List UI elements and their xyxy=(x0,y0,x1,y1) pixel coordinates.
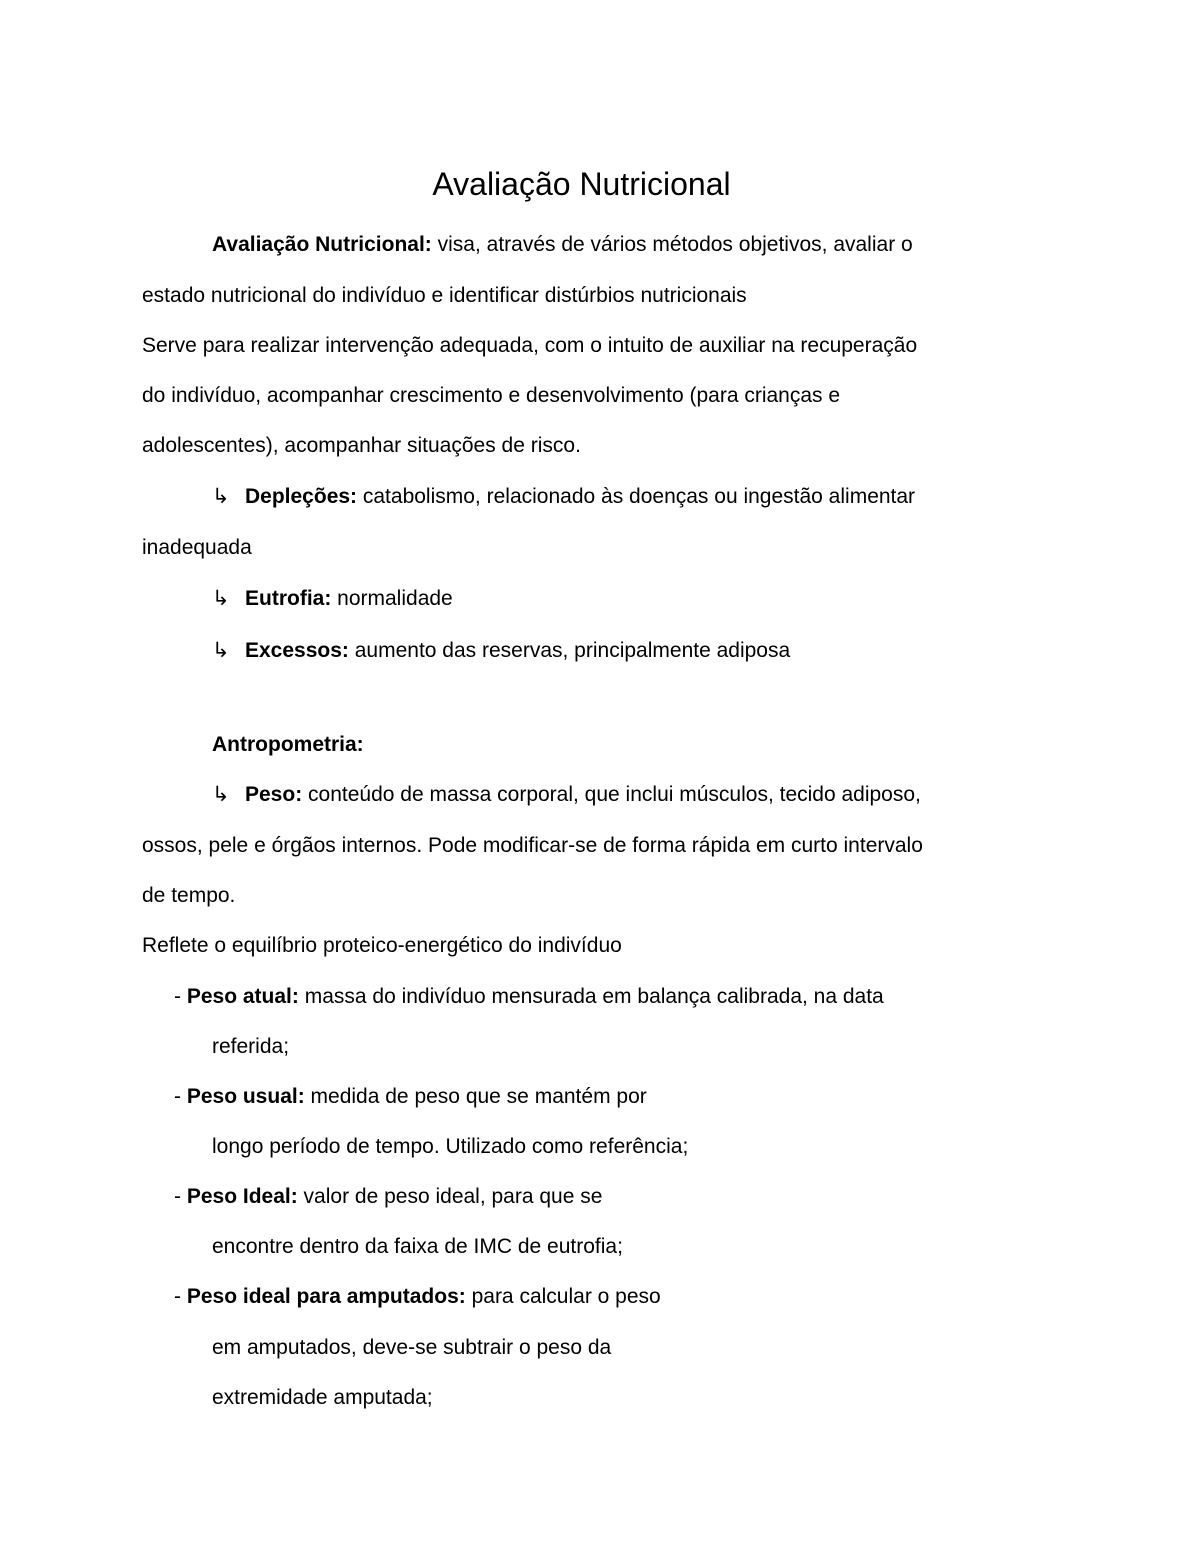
dash-bullet: - xyxy=(174,985,187,1008)
state-term: Excessos: xyxy=(245,639,349,662)
list-item-cont: extremidade amputada; xyxy=(212,1386,433,1409)
list-item-term: Peso atual: xyxy=(186,985,299,1008)
arrow-icon: ↳ xyxy=(212,587,230,610)
list-item-term: Peso usual: xyxy=(186,1085,305,1108)
list-item-text: medida de peso que se mantém por xyxy=(304,1085,647,1108)
intro-line-1 xyxy=(212,232,1112,258)
state-item-deplecoes xyxy=(212,484,1112,510)
peso-line-3: de tempo. xyxy=(142,884,236,907)
reflete-line: Reflete o equilíbrio proteico-energético do indivíduo xyxy=(142,934,622,957)
list-item-peso-atual xyxy=(174,984,1074,1010)
list-item-term: Peso Ideal: xyxy=(186,1185,298,1208)
dash-bullet: - xyxy=(174,1085,187,1108)
arrow-icon: ↳ xyxy=(212,639,230,662)
list-item-cont: referida; xyxy=(212,1035,290,1058)
intro-term: Avaliação Nutricional: xyxy=(212,233,432,256)
intro-line-2: estado nutricional do indivíduo e identificar distúrbios nutricionais xyxy=(142,284,747,307)
peso-term: Peso: xyxy=(245,783,303,806)
list-item-text: massa do indivíduo mensurada em balança calibrada, na data xyxy=(298,985,884,1008)
state-text: catabolismo, relacionado às doenças ou ingestão alimentar xyxy=(357,485,916,508)
peso-text-1: conteúdo de massa corporal, que inclui músculos, tecido adiposo, xyxy=(302,783,921,806)
section-heading-text: Antropometria: xyxy=(212,733,364,756)
state-item-excessos xyxy=(212,638,1112,664)
state-item-eutrofia xyxy=(212,586,1112,612)
list-item-term: Peso ideal para amputados: xyxy=(186,1285,466,1308)
list-item-text: valor de peso ideal, para que se xyxy=(297,1185,603,1208)
peso-line-2: ossos, pele e órgãos internos. Pode modificar-se de forma rápida em curto intervalo xyxy=(142,834,923,857)
peso-line-1 xyxy=(212,782,1112,808)
arrow-icon: ↳ xyxy=(212,485,230,508)
intro-text-1: visa, através de vários métodos objetivos, avaliar o xyxy=(431,233,913,256)
document-title: Avaliação Nutricional xyxy=(432,166,731,203)
list-item-cont: encontre dentro da faixa de IMC de eutrofia; xyxy=(212,1235,623,1258)
dash-bullet: - xyxy=(174,1285,187,1308)
dash-bullet: - xyxy=(174,1185,187,1208)
state-item-deplecoes-cont: inadequada xyxy=(142,536,252,559)
list-item-cont: longo período de tempo. Utilizado como referência; xyxy=(212,1135,689,1158)
section-heading-antropometria xyxy=(212,732,1112,758)
list-item-peso-usual xyxy=(174,1084,1074,1110)
arrow-icon: ↳ xyxy=(212,783,230,806)
list-item-peso-ideal xyxy=(174,1184,1074,1210)
list-item-peso-amputados xyxy=(174,1284,1074,1310)
state-text: aumento das reservas, principalmente adiposa xyxy=(348,639,791,662)
intro-line-5: adolescentes), acompanhar situações de risco. xyxy=(142,434,581,457)
intro-line-3: Serve para realizar intervenção adequada, com o intuito de auxiliar na recuperação xyxy=(142,334,918,357)
intro-line-4: do indivíduo, acompanhar crescimento e desenvolvimento (para crianças e xyxy=(142,384,841,407)
list-item-text: para calcular o peso xyxy=(465,1285,661,1308)
state-term: Eutrofia: xyxy=(245,587,332,610)
state-text: normalidade xyxy=(331,587,453,610)
state-term: Depleções: xyxy=(245,485,358,508)
list-item-cont: em amputados, deve-se subtrair o peso da xyxy=(212,1336,612,1359)
